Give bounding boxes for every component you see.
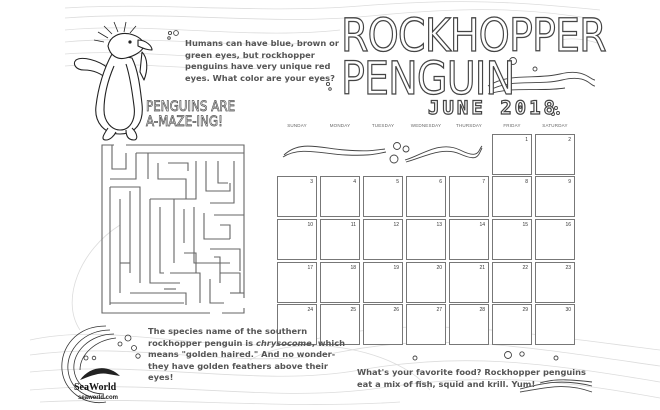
calendar-day[interactable] [363, 304, 403, 345]
calendar-day[interactable] [449, 219, 489, 260]
seaworld-logo-text: SeaWorld [74, 382, 117, 393]
calendar-day[interactable] [320, 219, 360, 260]
calendar-day[interactable] [406, 176, 446, 217]
calendar-day[interactable] [277, 219, 317, 260]
calendar-day[interactable] [406, 262, 446, 303]
dow-saturday: SATURDAY [542, 123, 568, 128]
day-number: 14 [479, 222, 485, 228]
day-number: 23 [565, 265, 571, 271]
day-number: 3 [310, 179, 313, 185]
day-number: 27 [436, 307, 442, 313]
maze-heading-line1: PENGUINS ARE [146, 99, 236, 115]
calendar-day[interactable] [535, 304, 575, 345]
dow-friday: FRIDAY [503, 123, 521, 128]
day-number: 17 [307, 265, 313, 271]
day-number: 29 [522, 307, 528, 313]
calendar-day[interactable] [535, 262, 575, 303]
calendar-day[interactable] [277, 262, 317, 303]
calendar-day[interactable] [449, 304, 489, 345]
calendar-day[interactable] [492, 219, 532, 260]
day-number: 6 [439, 179, 442, 185]
fact-species [148, 326, 348, 384]
day-number: 25 [350, 307, 356, 313]
day-number: 18 [350, 265, 356, 271]
day-number: 8 [525, 179, 528, 185]
day-number: 12 [393, 222, 399, 228]
dow-tuesday: TUESDAY [371, 123, 395, 128]
calendar-day[interactable] [363, 176, 403, 217]
calendar-day[interactable] [363, 262, 403, 303]
day-number: 15 [522, 222, 528, 228]
day-number: 2 [568, 137, 571, 143]
maze-heading-line2: A-MAZE-ING! [146, 114, 223, 130]
dow-wednesday: WEDNESDAY [410, 123, 442, 128]
calendar-day[interactable] [535, 134, 575, 175]
calendar-day[interactable] [320, 262, 360, 303]
month-year-heading: JUNE 2018 [428, 97, 558, 119]
day-number: 30 [565, 307, 571, 313]
calendar-day[interactable] [492, 134, 532, 175]
dow-monday: MONDAY [329, 123, 351, 128]
day-number: 24 [307, 307, 313, 313]
calendar-day[interactable] [492, 176, 532, 217]
day-number: 10 [307, 222, 313, 228]
day-number: 13 [436, 222, 442, 228]
day-number: 5 [396, 179, 399, 185]
calendar-day[interactable] [535, 219, 575, 260]
title-penguin: PENGUIN [341, 52, 515, 105]
day-number: 4 [353, 179, 356, 185]
calendar-day[interactable] [449, 176, 489, 217]
calendar-day[interactable] [492, 262, 532, 303]
calendar-day[interactable] [535, 176, 575, 217]
day-number: 26 [393, 307, 399, 313]
dow-sunday: SUNDAY [287, 123, 307, 128]
day-number: 22 [522, 265, 528, 271]
dow-thursday: THURSDAY [455, 123, 483, 128]
day-number: 28 [479, 307, 485, 313]
calendar-day[interactable] [406, 219, 446, 260]
calendar-day[interactable] [363, 219, 403, 260]
day-number: 19 [393, 265, 399, 271]
fact-food: What's your favorite food? Rockhopper penguins eat a mix of fish, squid and krill. Yum! [357, 367, 586, 389]
calendar-day[interactable] [492, 304, 532, 345]
calendar-day[interactable] [406, 304, 446, 345]
day-number: 21 [479, 265, 485, 271]
seaworld-url[interactable]: seaworld.com [78, 395, 119, 401]
day-number: 11 [350, 222, 356, 228]
day-number: 1 [525, 137, 528, 143]
day-number: 7 [482, 179, 485, 185]
calendar-day[interactable] [449, 262, 489, 303]
calendar-day[interactable] [277, 176, 317, 217]
fact-species-post: , which means "golden haired." And no wonder- they have golden feathers above their eyes! [148, 337, 346, 382]
calendar-day[interactable] [320, 176, 360, 217]
fact-eyes: Humans can have blue, brown or green eyes, but rockhopper penguins have very unique red eyes. What color are your eyes? [185, 38, 339, 83]
day-number: 16 [565, 222, 571, 228]
fact-species-italic: chrysocome [255, 337, 312, 348]
day-number: 9 [568, 179, 571, 185]
title-rockhopper: ROCKHOPPER [341, 9, 606, 62]
fact-species-pre: The species name of the southern rockhopper penguin is [148, 326, 308, 348]
day-number: 20 [436, 265, 442, 271]
